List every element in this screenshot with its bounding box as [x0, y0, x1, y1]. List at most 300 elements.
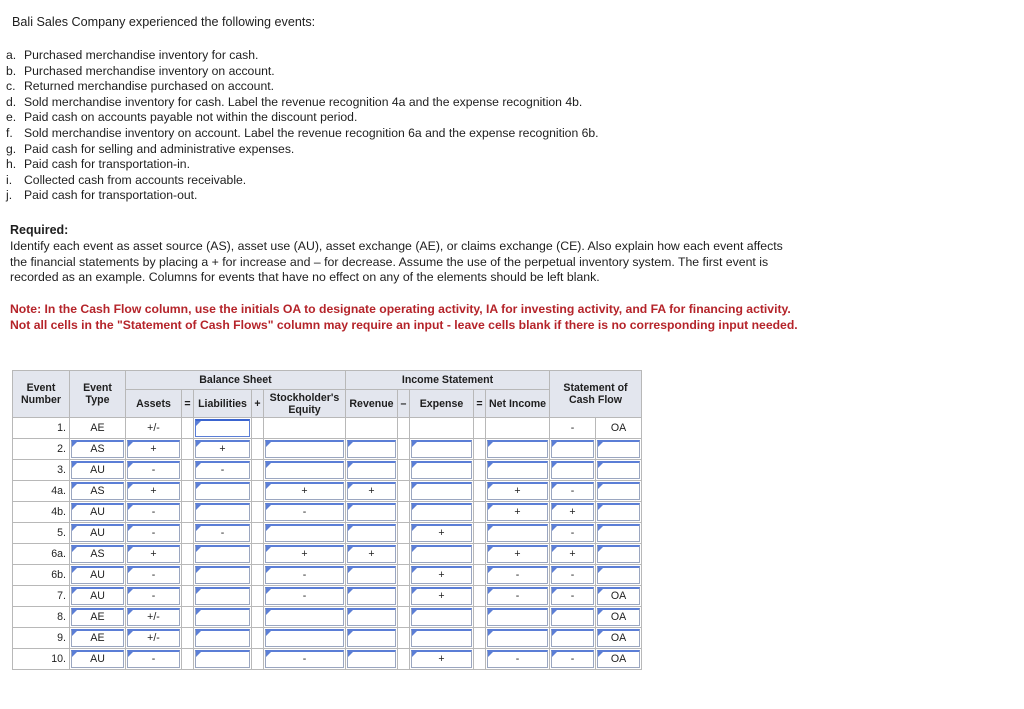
cash-flow-activity-cell — [596, 649, 642, 670]
operator-spacer — [182, 418, 194, 439]
expense-cell — [410, 523, 474, 544]
assets-cell — [126, 481, 182, 502]
cash-flow-activity-cell — [596, 418, 642, 439]
revenue-input[interactable] — [347, 566, 396, 584]
cash-flow-effect-cell — [550, 481, 596, 502]
event-text: Collected cash from accounts receivable. — [24, 172, 247, 187]
cash-flow-effect-cell — [550, 502, 596, 523]
assets-cell — [126, 439, 182, 460]
event-item — [6, 110, 599, 126]
expense-input[interactable] — [411, 461, 472, 479]
event-number-cell: 5. — [13, 523, 70, 544]
expense-input[interactable] — [411, 608, 472, 626]
expense-cell — [410, 502, 474, 523]
cash-flow-effect-input[interactable] — [551, 461, 594, 479]
table-row — [13, 460, 642, 481]
equity-input[interactable] — [265, 629, 344, 647]
assets-input[interactable]: - — [127, 587, 180, 605]
liabilities-input[interactable] — [195, 608, 250, 626]
assets-cell — [126, 628, 182, 649]
revenue-cell — [346, 481, 398, 502]
net-income-cell — [486, 607, 550, 628]
expense-input[interactable] — [411, 440, 472, 458]
operator-spacer — [182, 460, 194, 481]
cash-flow-activity-input[interactable] — [597, 503, 640, 521]
event-type-cell — [70, 502, 126, 523]
event-number-cell: 10. — [13, 649, 70, 670]
operator-spacer — [182, 523, 194, 544]
operator-spacer — [398, 544, 410, 565]
equals-sign: = — [182, 390, 194, 418]
liabilities-input[interactable] — [195, 650, 250, 668]
liabilities-cell — [194, 481, 252, 502]
revenue-cell — [346, 418, 398, 439]
revenue-header: Revenue — [346, 390, 398, 418]
equity-cell — [264, 649, 346, 670]
operator-spacer — [252, 544, 264, 565]
event-type-input[interactable]: AU — [71, 566, 124, 584]
operator-spacer — [182, 439, 194, 460]
table-row — [13, 607, 642, 628]
assets-cell — [126, 565, 182, 586]
event-text: Sold merchandise inventory for cash. Label the revenue recognition 4a and the expense recognition 4b. — [24, 94, 583, 109]
revenue-input[interactable] — [347, 608, 396, 626]
event-letter: g. — [6, 141, 17, 156]
event-type-input[interactable]: AU — [71, 461, 124, 479]
net-income-cell — [486, 523, 550, 544]
liabilities-cell — [194, 418, 252, 439]
net-income-input[interactable]: - — [487, 587, 548, 605]
table-row — [13, 544, 642, 565]
event-item — [6, 64, 599, 80]
cash-flow-activity-cell — [596, 439, 642, 460]
event-number-cell: 7. — [13, 586, 70, 607]
assets-cell — [126, 607, 182, 628]
event-letter: d. — [6, 94, 17, 109]
equity-input[interactable]: - — [265, 566, 344, 584]
operator-spacer — [474, 460, 486, 481]
event-text: Paid cash for transportation-out. — [24, 188, 198, 203]
assets-header: Assets — [126, 390, 182, 418]
event-letter: f. — [6, 125, 13, 140]
cash-flow-activity-input[interactable] — [597, 461, 640, 479]
table-row — [13, 502, 642, 523]
equity-cell — [264, 544, 346, 565]
event-number-header: Event Number — [13, 371, 70, 418]
intro-text: Bali Sales Company experienced the following events: — [12, 15, 316, 29]
operator-spacer — [182, 544, 194, 565]
cash-flow-activity-cell — [596, 586, 642, 607]
expense-input[interactable] — [411, 545, 472, 563]
event-type-input[interactable]: AS — [71, 440, 124, 458]
event-letter: a. — [6, 48, 17, 62]
liabilities-input[interactable] — [195, 419, 250, 437]
expense-input[interactable] — [411, 629, 472, 647]
operator-spacer — [474, 586, 486, 607]
table-row — [13, 481, 642, 502]
answer-rows — [13, 418, 642, 670]
cash-flow-effect-cell — [550, 607, 596, 628]
operator-spacer — [398, 502, 410, 523]
table-row — [13, 586, 642, 607]
operator-spacer — [398, 439, 410, 460]
operator-spacer — [252, 502, 264, 523]
event-text: Purchased merchandise inventory on account. — [24, 63, 275, 78]
operator-spacer — [474, 607, 486, 628]
cash-flow-activity-input[interactable]: OA — [597, 608, 640, 626]
event-item — [6, 157, 599, 173]
event-text: Sold merchandise inventory on account. Label the revenue recognition 6a and the expense recognition 6b. — [24, 125, 599, 140]
revenue-cell — [346, 439, 398, 460]
plus-sign: + — [252, 390, 264, 418]
liabilities-cell — [194, 565, 252, 586]
table-row — [13, 439, 642, 460]
equity-cell — [264, 523, 346, 544]
event-type-input[interactable]: AU — [71, 650, 124, 668]
event-text: Paid cash for transportation-in. — [24, 157, 190, 172]
event-letter: i. — [6, 172, 13, 187]
revenue-cell — [346, 460, 398, 481]
operator-spacer — [398, 607, 410, 628]
expense-cell — [410, 460, 474, 481]
net-income-cell — [486, 628, 550, 649]
cash-flow-note: Note: In the Cash Flow column, use the initials OA to designate operating activity, IA for investing activity, and FA for financing activity. Not all cells in the "Statement of Cash Flows" column may require an input - leave cells blank if there is no corresponding input needed. — [10, 302, 798, 332]
event-number-cell: 8. — [13, 607, 70, 628]
liabilities-input[interactable] — [195, 503, 250, 521]
operator-spacer — [182, 586, 194, 607]
cash-flow-activity-input[interactable] — [597, 440, 640, 458]
operator-spacer — [398, 649, 410, 670]
cash-flow-effect-cell — [550, 628, 596, 649]
balance-sheet-header: Balance Sheet — [126, 371, 346, 390]
event-type-input: AE — [90, 421, 105, 434]
assets-input[interactable]: - — [127, 503, 180, 521]
cash-flow-effect-cell — [550, 649, 596, 670]
revenue-input[interactable] — [347, 503, 396, 521]
liabilities-cell — [194, 628, 252, 649]
assets-cell — [126, 649, 182, 670]
operator-spacer — [252, 607, 264, 628]
net-income-cell — [486, 460, 550, 481]
event-number-cell: 6b. — [13, 565, 70, 586]
assets-cell — [126, 502, 182, 523]
revenue-input[interactable] — [347, 650, 396, 668]
liabilities-cell — [194, 607, 252, 628]
event-item — [6, 126, 599, 142]
revenue-input[interactable] — [347, 587, 396, 605]
event-type-cell — [70, 649, 126, 670]
liabilities-input[interactable] — [195, 629, 250, 647]
equity-input[interactable] — [265, 461, 344, 479]
net-income-input[interactable] — [487, 440, 548, 458]
operator-spacer — [398, 628, 410, 649]
required-text: Identify each event as asset source (AS), asset use (AU), asset exchange (AE), or claims exchange (CE). Also explain how each event affects the financial statements by placing a + for increase and – for decrease. Assume the use of the perpetual inventory system. The first event is recorded as an example. Columns for events that have no effect on any of the elements should be left blank. — [10, 239, 783, 285]
expense-cell — [410, 628, 474, 649]
operator-spacer — [252, 649, 264, 670]
liabilities-header: Liabilities — [194, 390, 252, 418]
event-number-cell: 1. — [13, 418, 70, 439]
equity-input[interactable]: - — [265, 650, 344, 668]
cash-flow-effect-cell — [550, 586, 596, 607]
event-list — [6, 48, 599, 204]
equity-header: Stockholder's Equity — [264, 390, 346, 418]
operator-spacer — [398, 523, 410, 544]
event-type-cell — [70, 565, 126, 586]
liabilities-cell — [194, 523, 252, 544]
operator-spacer — [252, 523, 264, 544]
cash-flow-activity-input[interactable] — [597, 566, 640, 584]
cash-flow-effect-input[interactable] — [551, 608, 594, 626]
assets-input[interactable]: + — [127, 482, 180, 500]
liabilities-cell — [194, 649, 252, 670]
event-text: Paid cash for selling and administrative expenses. — [24, 141, 295, 156]
cash-flow-activity-cell — [596, 523, 642, 544]
liabilities-cell — [194, 586, 252, 607]
equity-cell — [264, 460, 346, 481]
assets-input[interactable]: - — [127, 461, 180, 479]
operator-spacer — [398, 565, 410, 586]
revenue-cell — [346, 607, 398, 628]
liabilities-input[interactable] — [195, 482, 250, 500]
event-type-input[interactable]: AU — [71, 524, 124, 542]
event-type-input[interactable]: AE — [71, 608, 124, 626]
cash-flow-effect-input[interactable]: - — [551, 482, 594, 500]
event-text: Returned merchandise purchased on account. — [24, 79, 274, 94]
assets-input[interactable]: + — [127, 440, 180, 458]
assets-input[interactable]: + — [127, 545, 180, 563]
net-income-cell — [486, 649, 550, 670]
liabilities-cell — [194, 544, 252, 565]
equity-input[interactable] — [265, 608, 344, 626]
net-income-cell — [486, 544, 550, 565]
operator-spacer — [252, 565, 264, 586]
expense-cell — [410, 565, 474, 586]
cash-flow-effect-input[interactable] — [551, 440, 594, 458]
event-letter: e. — [6, 110, 17, 125]
cash-flow-effect-cell — [550, 523, 596, 544]
revenue-cell — [346, 523, 398, 544]
event-type-cell — [70, 628, 126, 649]
table-row — [13, 523, 642, 544]
expense-input[interactable] — [411, 503, 472, 521]
operator-spacer — [398, 460, 410, 481]
cash-flow-effect-input[interactable]: - — [551, 650, 594, 668]
expense-input[interactable]: + — [411, 587, 472, 605]
liabilities-input[interactable] — [195, 587, 250, 605]
event-item — [6, 142, 599, 158]
event-text: Purchased merchandise inventory for cash. — [24, 48, 259, 62]
liabilities-input[interactable]: + — [195, 440, 250, 458]
revenue-cell — [346, 649, 398, 670]
expense-cell — [410, 649, 474, 670]
revenue-input[interactable] — [347, 440, 396, 458]
operator-spacer — [474, 544, 486, 565]
net-income-input[interactable]: + — [487, 482, 548, 500]
event-number-cell: 4a. — [13, 481, 70, 502]
cash-flow-effect-input[interactable] — [551, 629, 594, 647]
equity-input[interactable]: + — [265, 482, 344, 500]
cash-flow-activity-input[interactable] — [597, 524, 640, 542]
net-income-input[interactable] — [487, 461, 548, 479]
event-letter: j. — [6, 188, 13, 203]
equity-cell — [264, 439, 346, 460]
expense-input[interactable]: + — [411, 524, 472, 542]
event-type-cell — [70, 544, 126, 565]
cash-flow-activity-input[interactable]: OA — [597, 587, 640, 605]
event-text: Paid cash on accounts payable not within the discount period. — [24, 110, 358, 125]
table-row — [13, 565, 642, 586]
net-income-cell — [486, 481, 550, 502]
operator-spacer — [474, 649, 486, 670]
net-income-input[interactable]: - — [487, 650, 548, 668]
equity-cell — [264, 418, 346, 439]
operator-spacer — [182, 481, 194, 502]
operator-spacer — [474, 439, 486, 460]
revenue-input[interactable] — [347, 461, 396, 479]
equity-cell — [264, 628, 346, 649]
liabilities-input[interactable]: - — [195, 461, 250, 479]
cash-flow-activity-input[interactable] — [597, 545, 640, 563]
liabilities-input[interactable] — [195, 566, 250, 584]
expense-input[interactable]: + — [411, 650, 472, 668]
event-number-cell: 4b. — [13, 502, 70, 523]
net-income-input[interactable]: + — [487, 503, 548, 521]
net-income-input[interactable]: + — [487, 545, 548, 563]
operator-spacer — [182, 502, 194, 523]
liabilities-input[interactable] — [195, 545, 250, 563]
event-item — [6, 188, 599, 204]
operator-spacer — [182, 649, 194, 670]
expense-input[interactable] — [411, 482, 472, 500]
net-income-cell — [486, 565, 550, 586]
table-row — [13, 628, 642, 649]
expense-cell — [410, 544, 474, 565]
cash-flow-activity-cell — [596, 565, 642, 586]
operator-spacer — [474, 628, 486, 649]
cash-flow-activity-cell — [596, 460, 642, 481]
assets-input[interactable]: - — [127, 650, 180, 668]
expense-input[interactable]: + — [411, 566, 472, 584]
operator-spacer — [474, 523, 486, 544]
equity-input[interactable]: - — [265, 587, 344, 605]
net-income-input[interactable]: - — [487, 566, 548, 584]
equity-input[interactable] — [265, 440, 344, 458]
required-heading: Required: — [10, 223, 69, 237]
event-item — [6, 173, 599, 189]
cash-flow-activity-input: OA — [610, 421, 627, 434]
event-type-cell — [70, 481, 126, 502]
revenue-cell — [346, 565, 398, 586]
assets-input[interactable]: +/- — [127, 629, 180, 647]
cash-flow-effect-cell — [550, 460, 596, 481]
operator-spacer — [474, 481, 486, 502]
event-type-cell — [70, 607, 126, 628]
operator-spacer — [252, 460, 264, 481]
equity-cell — [264, 502, 346, 523]
table-row — [13, 649, 642, 670]
event-type-input[interactable]: AS — [71, 482, 124, 500]
cash-flow-header: Statement of Cash Flow — [550, 371, 642, 418]
revenue-input[interactable] — [347, 629, 396, 647]
cash-flow-activity-input[interactable]: OA — [597, 629, 640, 647]
equity-input[interactable] — [265, 524, 344, 542]
revenue-cell — [346, 502, 398, 523]
event-type-input[interactable]: AS — [71, 545, 124, 563]
assets-cell — [126, 460, 182, 481]
cash-flow-effect-cell — [550, 544, 596, 565]
equity-input[interactable]: + — [265, 545, 344, 563]
assets-cell — [126, 418, 182, 439]
net-income-cell — [486, 586, 550, 607]
revenue-input[interactable]: + — [347, 545, 396, 563]
operator-spacer — [474, 418, 486, 439]
expense-cell — [410, 481, 474, 502]
operator-spacer — [474, 565, 486, 586]
cash-flow-activity-input[interactable] — [597, 482, 640, 500]
operator-spacer — [398, 586, 410, 607]
net-income-cell — [486, 418, 550, 439]
operator-spacer — [474, 502, 486, 523]
cash-flow-activity-input[interactable]: OA — [597, 650, 640, 668]
assets-input[interactable]: +/- — [127, 608, 180, 626]
revenue-cell — [346, 544, 398, 565]
event-type-input[interactable]: AE — [71, 629, 124, 647]
event-number-cell: 6a. — [13, 544, 70, 565]
event-letter: b. — [6, 63, 17, 78]
cash-flow-effect-input[interactable]: - — [551, 524, 594, 542]
answer-table — [12, 370, 642, 670]
operator-spacer — [398, 481, 410, 502]
event-type-input[interactable]: AU — [71, 503, 124, 521]
revenue-cell — [346, 628, 398, 649]
net-income-input[interactable] — [487, 608, 548, 626]
net-income-input[interactable] — [487, 524, 548, 542]
expense-cell — [410, 607, 474, 628]
cash-flow-effect-input: - — [570, 421, 575, 434]
cash-flow-effect-input[interactable]: - — [551, 566, 594, 584]
assets-input[interactable]: - — [127, 524, 180, 542]
revenue-input[interactable]: + — [347, 482, 396, 500]
net-income-input[interactable] — [487, 629, 548, 647]
net-income-cell — [486, 502, 550, 523]
cash-flow-effect-input[interactable]: + — [551, 503, 594, 521]
event-number-cell: 2. — [13, 439, 70, 460]
event-type-input[interactable]: AU — [71, 587, 124, 605]
event-letter: c. — [6, 79, 16, 94]
liabilities-cell — [194, 439, 252, 460]
cash-flow-effect-input[interactable]: - — [551, 587, 594, 605]
event-type-header: Event Type — [70, 371, 126, 418]
assets-input[interactable]: - — [127, 566, 180, 584]
cash-flow-effect-cell — [550, 418, 596, 439]
operator-spacer — [252, 481, 264, 502]
operator-spacer — [182, 565, 194, 586]
net-income-header: Net Income — [486, 390, 550, 418]
net-income-cell — [486, 439, 550, 460]
expense-cell — [410, 439, 474, 460]
equals-sign: = — [474, 390, 486, 418]
revenue-input[interactable] — [347, 524, 396, 542]
event-type-cell — [70, 523, 126, 544]
expense-header: Expense — [410, 390, 474, 418]
operator-spacer — [252, 418, 264, 439]
liabilities-cell — [194, 460, 252, 481]
cash-flow-activity-cell — [596, 544, 642, 565]
cash-flow-effect-input[interactable]: + — [551, 545, 594, 563]
liabilities-input[interactable]: - — [195, 524, 250, 542]
event-item — [6, 48, 599, 64]
equity-input[interactable]: - — [265, 503, 344, 521]
